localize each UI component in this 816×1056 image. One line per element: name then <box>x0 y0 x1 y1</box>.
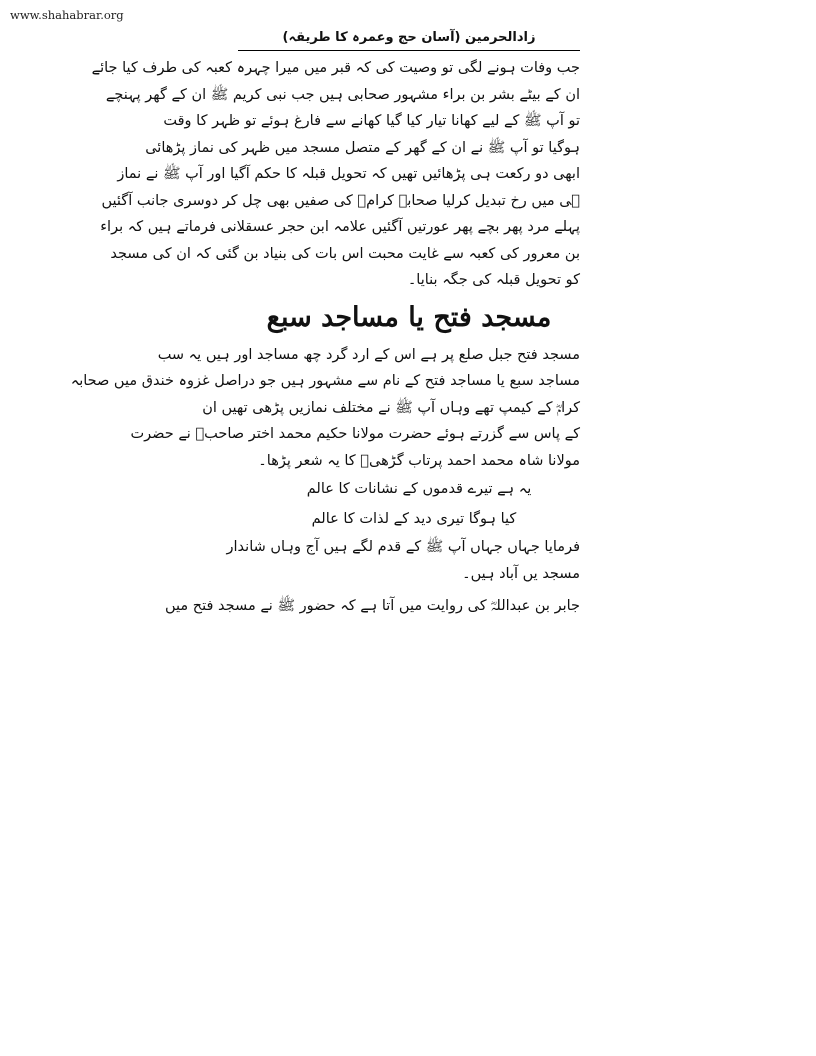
text-line: ان کے بیٹے بشر بن براء مشہور صحابی ہیں جب نبی کریم ﷺ ان کے گھر پہنچے <box>105 86 580 103</box>
text-line: فرمایا جہاں جہاں آپ ﷺ کے قدم لگے ہیں آج وہاں شاندار <box>226 539 580 555</box>
paragraph-3 <box>226 534 580 587</box>
text-line: پہلے مرد پھر بچے پھر عورتیں آگئیں علامہ ابن حجر عسقلانی فرماتے ہیں کہ براء <box>100 219 580 235</box>
header-rule <box>238 50 580 51</box>
text-line: جب وفات ہونے لگی تو وصیت کی کہ قبر میں میرا چہرہ کعبہ کی طرف کیا جائے <box>91 60 580 76</box>
verse-line: کیا ہوگا تیری دید کے لذات کا عالم <box>311 511 517 527</box>
verse-line: یہ ہے تیرے قدموں کے نشانات کا عالم <box>306 481 532 497</box>
text-line: ہوگیا تو آپ ﷺ نے ان کے گھر کے متصل مسجد میں ظہر کی نماز پڑھائی <box>145 139 580 156</box>
site-url: www.shahabrar.org <box>10 8 124 22</box>
text-line: کو تحویل قبلہ کی جگہ بنایا۔ <box>407 272 580 288</box>
text-line: مساجد سبع یا مساجد فتح کے نام سے مشہور ہیں جو دراصل غزوہ خندق میں صحابہ <box>70 373 580 389</box>
text-line: بن معرور کی کعبہ سے غایت محبت اس بات کی بنیاد بن گئی کہ ان کی مسجد <box>110 245 580 262</box>
book-page <box>70 28 580 620</box>
text-line: ابھی دو رکعت ہی پڑھائیں تھیں کہ تحویل قبلہ کا حکم آگیا اور آپ ﷺ نے نماز <box>117 166 580 182</box>
paragraph-2 <box>70 342 580 475</box>
text-line: مسجد یں آباد ہیں۔ <box>462 565 580 582</box>
text-line: تو آپ ﷺ کے لیے کھانا تیار کیا گیا کھانے سے فارغ ہوئے تو ظہر کا وقت <box>163 113 580 129</box>
text-line: مولانا شاہ محمد احمد پرتاب گڑھیؒ کا یہ شعر پڑھا۔ <box>258 452 580 469</box>
text-line: ہی میں رخ تبدیل کرلیا صحابہ کرامؓ کی صفیں بھی چل کر دوسری جانب آگئیں <box>101 192 580 209</box>
text-line: کرامؓ کے کیمپ تھے وہاں آپ ﷺ نے مختلف نمازیں پڑھی تھیں ان <box>202 399 580 416</box>
section-heading: مسجد فتح یا مساجد سبع <box>266 301 552 333</box>
text-line: مسجد فتح جبل صلع پر ہے اس کے ارد گرد چھ مساجد اور ہیں یہ سب <box>157 346 580 363</box>
paragraph-4 <box>164 593 580 620</box>
text-line: جابر بن عبداللہؓ کی روایت میں آتا ہے کہ حضور ﷺ نے مسجد فتح میں <box>164 598 580 614</box>
text-line: کے پاس سے گزرتے ہوئے حضرت مولانا حکیم محمد اختر صاحبؒ نے حضرت <box>130 426 580 442</box>
paragraph-1 <box>91 55 580 294</box>
poetry-couplet <box>238 474 580 534</box>
running-head: زادالحرمین (آسان حج وعمرہ کا طریقہ) <box>282 30 536 45</box>
